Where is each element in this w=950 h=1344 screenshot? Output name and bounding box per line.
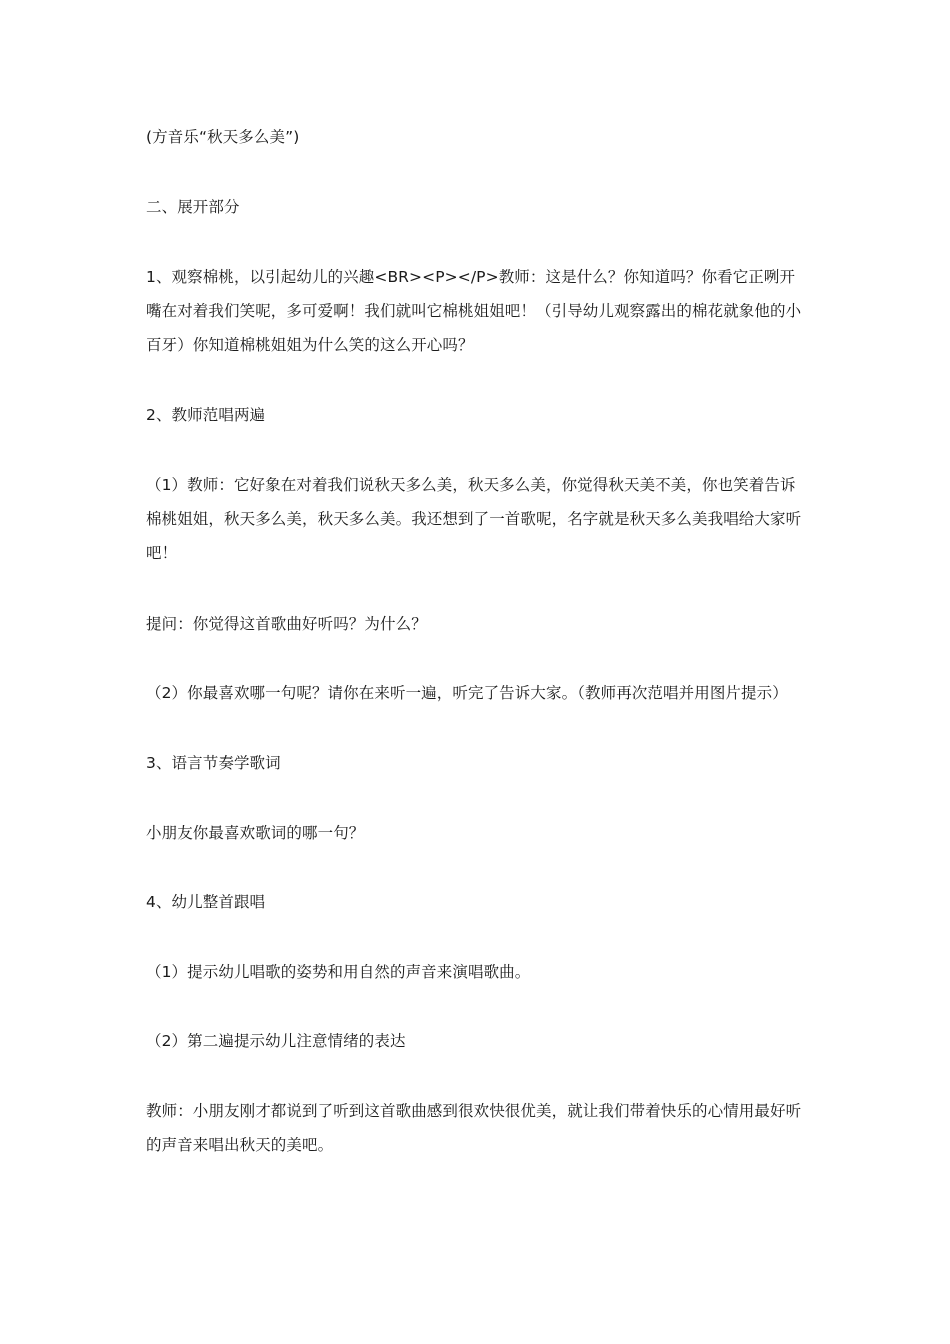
- step-heading-teacher-sing: 2、教师范唱两遍: [146, 406, 266, 424]
- paragraph-emotion-tip: （2）第二遍提示幼儿注意情绪的表达: [146, 1032, 406, 1050]
- paragraph-posture-tip: （1）提示幼儿唱歌的姿势和用自然的声音来演唱歌曲。: [146, 963, 531, 981]
- step-heading-sing-along: 4、幼儿整首跟唱: [146, 893, 266, 911]
- paragraph-teacher-intro: （1）教师：它好象在对着我们说秋天多么美，秋天多么美，你觉得秋天美不美，你也笑着告诉棉桃姐姐，秋天多么美，秋天多么美。我还想到了一首歌呢，名字就是秋天多么美我唱给大家听吧！: [146, 476, 802, 562]
- paragraph-question: 提问：你觉得这首歌曲好听吗？为什么？: [146, 615, 427, 633]
- paragraph-music-note: (方音乐“秋天多么美”): [146, 128, 300, 146]
- paragraph-favorite-line: （2）你最喜欢哪一句呢？请你在来听一遍，听完了告诉大家。（教师再次范唱并用图片提示）: [146, 684, 788, 702]
- section-heading-development: 二、展开部分: [146, 198, 240, 216]
- paragraph-teacher-closing: 教师：小朋友刚才都说到了听到这首歌曲感到很欢快很优美，就让我们带着快乐的心情用最好听的声音来唱出秋天的美吧。: [146, 1102, 802, 1154]
- step-heading-rhythm: 3、语言节奏学歌词: [146, 754, 281, 772]
- paragraph-favorite-lyric: 小朋友你最喜欢歌词的哪一句？: [146, 824, 365, 842]
- paragraph-observe-cotton: 1、观察棉桃，以引起幼儿的兴趣<BR><P></P>教师：这是什么？你知道吗？你看它正咧开嘴在对着我们笑呢，多可爱啊！我们就叫它棉桃姐姐吧！（引导幼儿观察露出的棉花就象他的小百牙）你知道棉桃姐姐为什么笑的这么开心吗？: [146, 268, 802, 354]
